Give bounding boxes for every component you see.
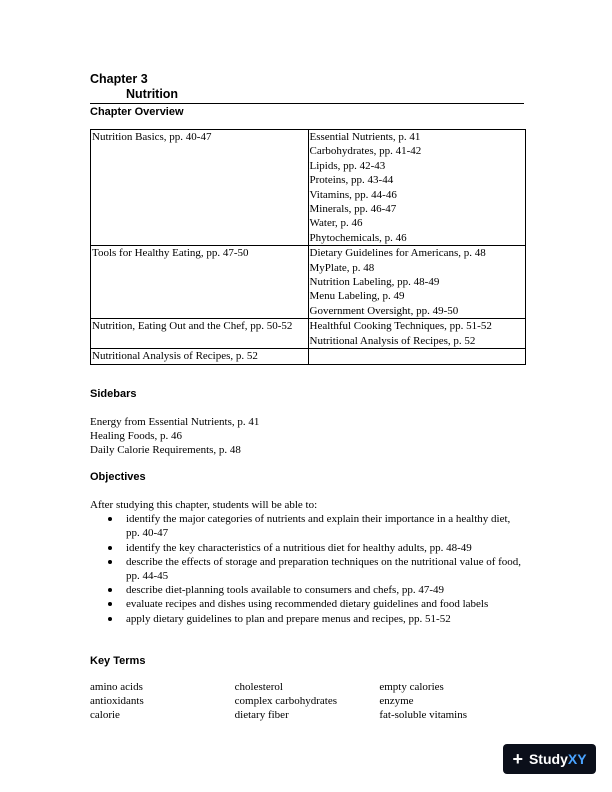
bullet-icon <box>108 517 112 521</box>
subtopic: Government Oversight, pp. 49-50 <box>309 304 459 317</box>
list-item: describe diet-planning tools available to consumers and chefs, pp. 47-49 <box>90 583 524 597</box>
list-item: apply dietary guidelines to plan and prepare menus and recipes, pp. 51-52 <box>90 612 524 626</box>
objectives-intro: After studying this chapter, students will be able to: <box>90 498 318 511</box>
subtopic: MyPlate, p. 48 <box>309 261 375 274</box>
table-cell-topic: Nutrition Basics, pp. 40-47 <box>91 130 309 246</box>
list-item: Energy from Essential Nutrients, p. 41 <box>90 415 260 428</box>
subtopic: Essential Nutrients, p. 41 <box>309 131 421 143</box>
bullet-icon <box>108 602 112 606</box>
chapter-number: Chapter 3 <box>90 72 148 86</box>
table-row <box>91 130 526 246</box>
plus-icon: + <box>512 749 523 769</box>
terms-column <box>90 680 235 723</box>
sidebars-heading: Sidebars <box>90 387 137 400</box>
bullet-icon <box>108 560 112 564</box>
overview-table <box>90 129 526 365</box>
key-terms-heading: Key Terms <box>90 654 146 667</box>
list-item: Daily Calorie Requirements, p. 48 <box>90 444 241 457</box>
list-item: complex carbohydrates <box>234 694 337 707</box>
subtopic: Nutritional Analysis of Recipes, p. 52 <box>309 334 476 347</box>
list-item: identify the key characteristics of a nutritious diet for healthy adults, pp. 48-49 <box>90 541 524 555</box>
table-row <box>91 246 526 319</box>
subtopic: Lipids, pp. 42-43 <box>309 159 386 172</box>
bullet-icon <box>108 617 112 621</box>
list-item: calorie <box>90 709 120 722</box>
table-cell-subtopics <box>308 130 526 246</box>
subtopic: Minerals, pp. 46-47 <box>309 203 397 216</box>
list-item: enzyme <box>379 694 414 707</box>
list-item: cholesterol <box>234 680 283 693</box>
table-cell-subtopics <box>308 319 526 349</box>
subtopic: Dietary Guidelines for Americans, p. 48 <box>309 247 486 260</box>
chapter-title: Nutrition <box>126 87 179 101</box>
list-item: identify the major categories of nutrients and explain their importance in a healthy diet, pp. 40-47 <box>90 512 524 540</box>
sidebars-list <box>90 415 524 458</box>
brand-name: StudyXY <box>528 751 587 767</box>
list-item: describe the effects of storage and preparation techniques on the nutritional value of food, pp. 44-45 <box>90 555 524 583</box>
subtopic: Water, p. 46 <box>309 217 363 230</box>
table-row <box>91 319 526 349</box>
list-item: fat-soluble vitamins <box>379 709 468 722</box>
table-cell-subtopics <box>308 349 526 364</box>
heading-rule <box>90 103 524 104</box>
studyxy-badge[interactable] <box>503 744 596 774</box>
list-item: amino acids <box>90 680 143 693</box>
subtopic: Healthful Cooking Techniques, pp. 51-52 <box>309 320 492 333</box>
terms-column <box>235 680 380 723</box>
table-cell-topic: Tools for Healthy Eating, pp. 47-50 <box>91 246 309 319</box>
table-cell-topic: Nutrition, Eating Out and the Chef, pp. 50-52 <box>91 319 309 349</box>
document-page <box>90 72 524 722</box>
table-cell-subtopics <box>308 246 526 319</box>
bullet-icon <box>108 588 112 592</box>
list-item: antioxidants <box>90 694 144 707</box>
subtopic: Phytochemicals, p. 46 <box>309 231 407 244</box>
bullet-icon <box>108 546 112 550</box>
subtopic: Menu Labeling, p. 49 <box>309 290 405 303</box>
list-item: Healing Foods, p. 46 <box>90 429 182 442</box>
objectives-list <box>90 512 524 626</box>
list-item: evaluate recipes and dishes using recommended dietary guidelines and food labels <box>90 597 524 611</box>
table-cell-topic: Nutritional Analysis of Recipes, p. 52 <box>91 349 309 364</box>
terms-column <box>379 680 524 723</box>
list-item: dietary fiber <box>234 709 289 722</box>
objectives-heading: Objectives <box>90 470 146 483</box>
subtopic: Vitamins, pp. 44-46 <box>309 188 397 201</box>
overview-heading: Chapter Overview <box>90 106 184 118</box>
subtopic: Proteins, pp. 43-44 <box>309 174 394 187</box>
table-row <box>91 349 526 364</box>
list-item: empty calories <box>379 680 444 693</box>
subtopic: Carbohydrates, pp. 41-42 <box>309 145 422 158</box>
subtopic: Nutrition Labeling, pp. 48-49 <box>309 276 440 289</box>
key-terms-grid <box>90 680 524 723</box>
